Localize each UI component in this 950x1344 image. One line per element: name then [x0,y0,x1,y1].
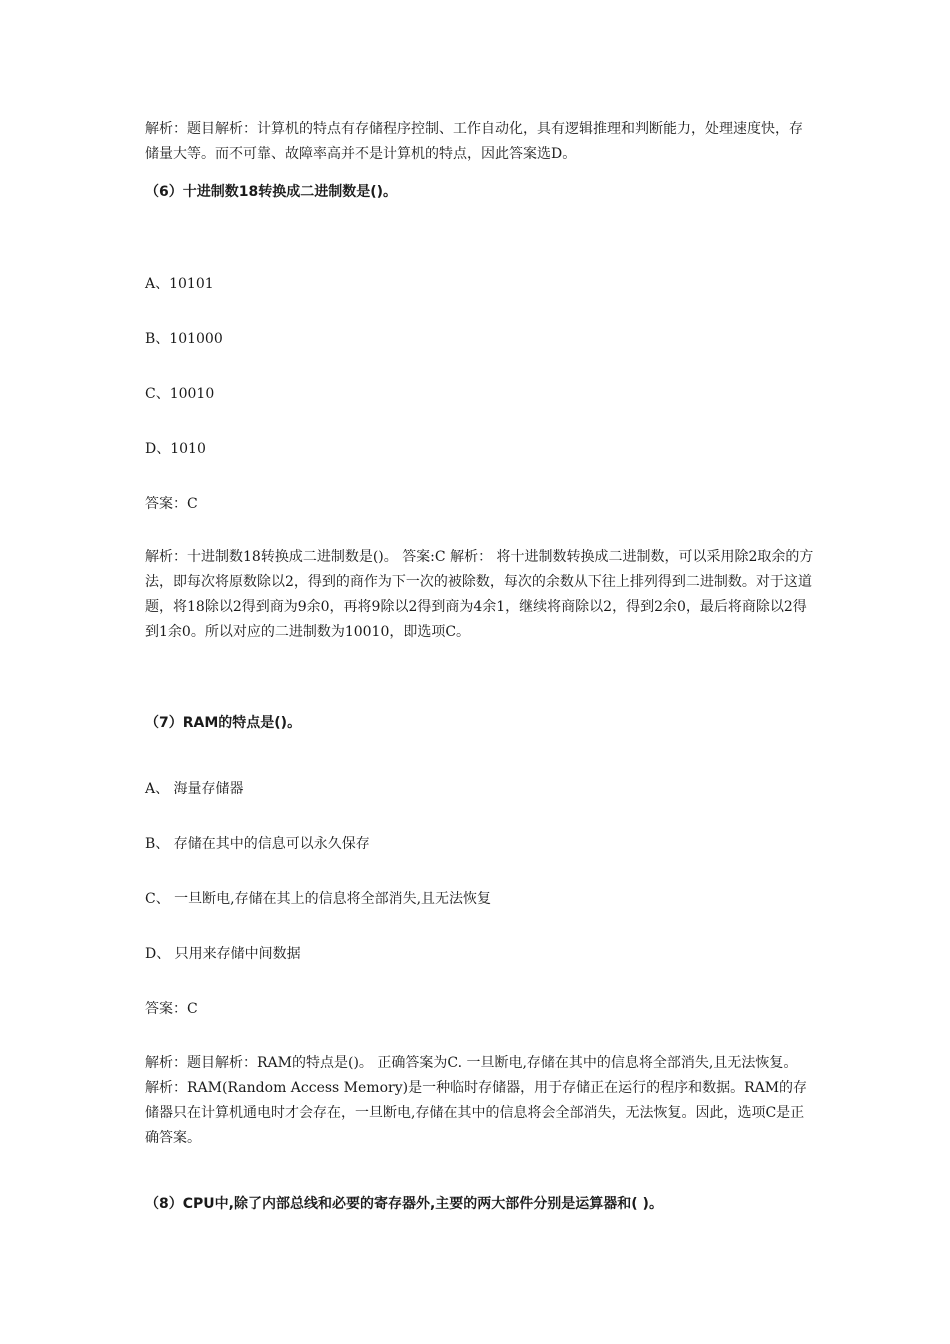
explanation-paragraph: 解析：十进制数18转换成二进制数是()。 答案:C 解析： 将十进制数转换成二进制数，可以采用除2取余的方法，即每次将原数除以2，得到的商作为下一次的被除数，每次的余数从下往上排列得到二进制数。对于这道题，将18除以2得到商为9余0，再将9除以2得到商为4余1，继续将商除以2，得到2余0，最后将商除以2得到1余0。所以对应的二进制数为10010，即选项C。 [145,549,814,640]
option-d: D、 只用来存储中间数据 [145,946,301,962]
answer-line: 答案：C [145,496,198,512]
option-b: B、 存储在其中的信息可以永久保存 [145,836,370,852]
explanation-paragraph: 解析：题目解析：RAM的特点是()。 正确答案为C. 一旦断电,存储在其中的信息将全部消失,且无法恢复。 解析：RAM(Random Access Memory)是一种临时存储器，用于存储正在运行的程序和数据。RAM的存储器只在计算机通电时才会存在，一旦断电,存储在其中的信息将会全部消失，无法恢复。因此，选项C是正确答案。 [145,1055,808,1146]
option-c: C、 一旦断电,存储在其上的信息将全部消失,且无法恢复 [145,891,492,907]
option-d: D、1010 [145,441,206,457]
option-a: A、10101 [145,276,214,292]
question-8: （8）CPU中,除了内部总线和必要的寄存器外,主要的两大部件分别是运算器和( )。 [145,1196,663,1212]
explanation-paragraph: 解析：题目解析：计算机的特点有存储程序控制、工作自动化，具有逻辑推理和判断能力，处理速度快，存储量大等。而不可靠、故障率高并不是计算机的特点，因此答案选D。 [145,121,803,162]
option-c: C、10010 [145,386,215,402]
option-b: B、101000 [145,331,223,347]
answer-line: 答案：C [145,1001,198,1017]
question-6: （6）十进制数18转换成二进制数是()。 [145,184,398,200]
question-7: （7）RAM的特点是()。 [145,715,302,731]
option-a: A、 海量存储器 [145,781,244,797]
